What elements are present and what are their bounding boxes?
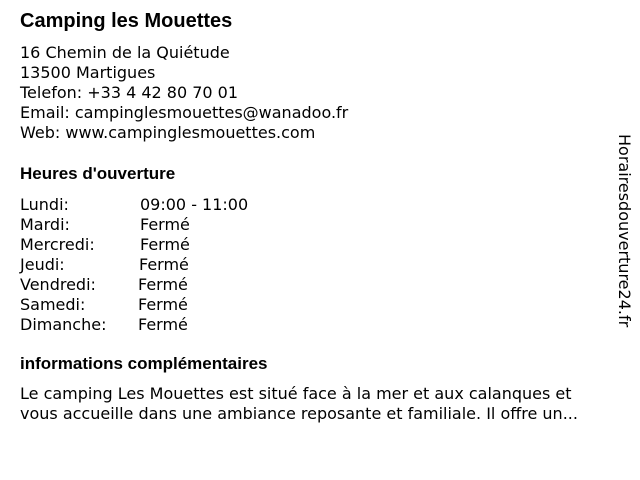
day-hours: Fermé xyxy=(138,315,188,334)
hours-row-dimanche xyxy=(20,315,320,335)
info-text xyxy=(20,384,632,424)
day-hours: Fermé xyxy=(138,295,188,314)
address-line-2: 13500 Martigues xyxy=(20,63,156,82)
address-line-1: 16 Chemin de la Quiétude xyxy=(20,43,230,62)
day-hours: Fermé xyxy=(138,275,188,294)
phone: Telefon: +33 4 42 80 70 01 xyxy=(20,83,239,102)
info-line-2: vous accueille dans une ambiance reposante et familiale. Il offre un... xyxy=(20,404,578,423)
watermark-text: Horairesdouverture24.fr xyxy=(615,134,634,328)
day-label: Vendredi: xyxy=(20,275,96,294)
email: Email: campinglesmouettes@wanadoo.fr xyxy=(20,103,349,122)
day-hours: Fermé xyxy=(139,255,189,274)
hours-row-lundi xyxy=(20,195,320,215)
website: Web: www.campinglesmouettes.com xyxy=(20,123,316,142)
day-label: Dimanche: xyxy=(20,315,107,334)
info-heading: informations complémentaires xyxy=(20,354,268,373)
day-label: Mardi: xyxy=(20,215,70,234)
day-label: Mercredi: xyxy=(20,235,95,254)
hours-heading: Heures d'ouverture xyxy=(20,164,176,183)
hours-row-mardi xyxy=(20,215,320,235)
day-label: Lundi: xyxy=(20,195,69,214)
hours-row-jeudi xyxy=(20,255,320,275)
hours-row-vendredi xyxy=(20,275,320,295)
info-line-1: Le camping Les Mouettes est situé face à la mer et aux calanques et xyxy=(20,384,572,403)
hours-table xyxy=(20,195,320,335)
day-hours: 09:00 - 11:00 xyxy=(140,195,249,214)
day-hours: Fermé xyxy=(140,215,190,234)
day-hours: Fermé xyxy=(140,235,190,254)
contact-block xyxy=(20,43,348,143)
business-name: Camping les Mouettes xyxy=(20,10,233,32)
hours-row-samedi xyxy=(20,295,320,315)
hours-row-mercredi xyxy=(20,235,320,255)
day-label: Samedi: xyxy=(20,295,86,314)
day-label: Jeudi: xyxy=(20,255,65,274)
